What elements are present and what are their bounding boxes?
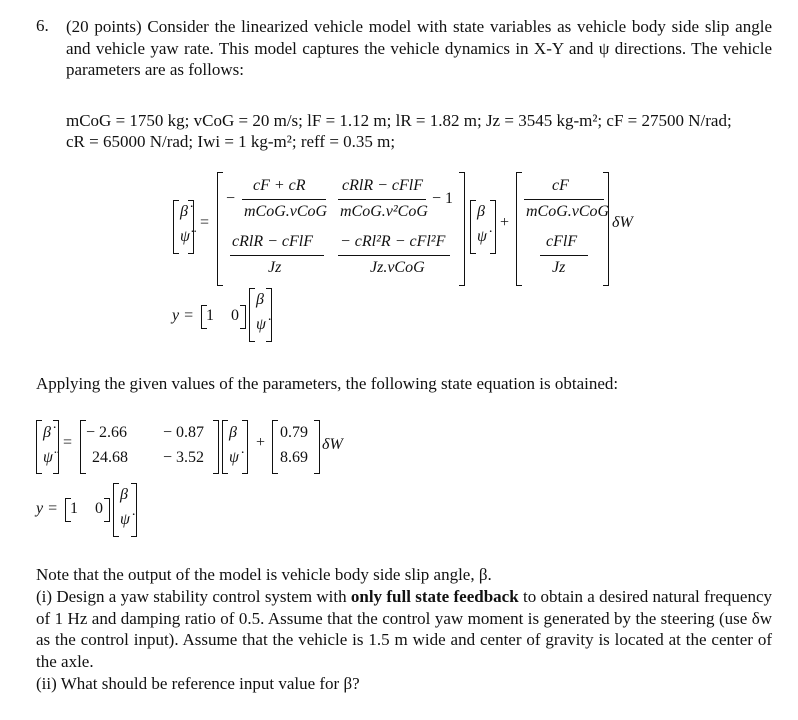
- n-y-left-bracket: [113, 483, 119, 537]
- question-number: 6.: [36, 16, 49, 35]
- n-x-right-bracket: [242, 420, 248, 474]
- output-note: Note that the output of the model is vehicle body side slip angle, β.: [36, 565, 492, 584]
- a21-denominator: Jz: [268, 259, 282, 276]
- n-y-psi-dot: ψ̇: [120, 511, 130, 528]
- a11-numerator: cF + cR: [253, 177, 306, 194]
- a21-fraction-bar: [230, 255, 324, 256]
- n-c2: 0: [95, 500, 103, 517]
- n-lhs-right-bracket: [53, 420, 59, 474]
- c-right-bracket: [240, 305, 246, 329]
- parameters-line-2: cR = 65000 N/rad; Iwi = 1 kg-m²; reff = 0.35 m;: [66, 132, 396, 151]
- part-i: [36, 586, 772, 673]
- a-left-bracket: [217, 172, 223, 286]
- y-left-bracket: [249, 288, 255, 342]
- n-output-lhs: y =: [36, 500, 58, 517]
- lhs-left-bracket: [173, 200, 179, 254]
- a11-value: − 2.66: [86, 424, 128, 441]
- a22-fraction-bar: [338, 255, 450, 256]
- n-psi-ddot: ψ̈: [43, 449, 53, 466]
- a21-numerator: cRlR − cFlF: [232, 233, 313, 250]
- minus-sign: −: [226, 190, 236, 207]
- b-left-bracket: [516, 172, 522, 286]
- y-right-bracket: [266, 288, 272, 342]
- b2-fraction-bar: [540, 255, 588, 256]
- output-lhs: y =: [172, 307, 194, 324]
- c2: 0: [231, 307, 239, 324]
- psi-dot: ψ̇: [477, 228, 487, 245]
- n-delta-w: δW: [322, 436, 343, 453]
- a21-value: 24.68: [92, 449, 128, 466]
- a22-denominator: Jz.vCoG: [370, 259, 425, 276]
- a12-fraction-bar: [338, 199, 426, 200]
- a11-fraction-bar: [242, 199, 326, 200]
- applying-text: Applying the given values of the parameters, the following state equation is obtained:: [36, 374, 619, 393]
- n-x-left-bracket: [222, 420, 228, 474]
- part-i-lead: (i) Design a yaw stability control system with: [36, 586, 351, 606]
- n-c-right-bracket: [104, 498, 110, 522]
- n-y-right-bracket: [131, 483, 137, 537]
- part-ii: (ii) What should be reference input value for β?: [36, 673, 360, 693]
- x-right-bracket: [490, 200, 496, 254]
- n-b-left-bracket: [272, 420, 278, 474]
- y-psi-dot: ψ̇: [256, 316, 266, 333]
- beta: β: [477, 203, 485, 220]
- b2-denominator: Jz: [552, 259, 566, 276]
- c1: 1: [206, 307, 214, 324]
- n-plus-sign: +: [256, 434, 266, 451]
- question-text: (20 points) Consider the linearized vehicle model with state variables as vehicle body side slip angle and vehicle yaw rate. This model captures the vehicle dynamics in X-Y and ψ directions. The vehicle parameters are as follows:: [66, 17, 772, 79]
- n-psi-dot: ψ̇: [229, 449, 239, 466]
- lhs-right-bracket: [188, 200, 194, 254]
- beta-dot: β̇: [180, 203, 188, 220]
- n-c1: 1: [70, 500, 78, 517]
- n-beta-dot: β̇: [43, 424, 51, 441]
- y-beta: β: [256, 291, 264, 308]
- a12-numerator: cRlR − cFlF: [342, 177, 423, 194]
- equals-sign: =: [200, 214, 210, 231]
- n-beta: β: [229, 424, 237, 441]
- a12-tail: − 1: [432, 190, 454, 207]
- b1-fraction-bar: [524, 199, 604, 200]
- b2-numerator: cFlF: [546, 233, 578, 250]
- b1-denominator: mCoG.vCoG: [526, 203, 610, 220]
- n-equals-sign: =: [63, 434, 73, 451]
- b1-value: 0.79: [280, 424, 308, 441]
- a22-numerator: − cRl²R − cFl²F: [340, 233, 446, 250]
- parameters-line-1: mCoG = 1750 kg; vCoG = 20 m/s; lF = 1.12 m; lR = 1.82 m; Jz = 3545 kg-m²; cF = 27500 N/rad;: [66, 111, 732, 130]
- b1-numerator: cF: [552, 177, 569, 194]
- psi-ddot: ψ̈: [180, 228, 190, 245]
- a11-denominator: mCoG.vCoG: [244, 203, 328, 220]
- delta-w: δW: [612, 214, 633, 231]
- n-y-beta: β: [120, 486, 128, 503]
- b-right-bracket: [603, 172, 609, 286]
- a12-denominator: mCoG.v²CoG: [340, 203, 428, 220]
- notes: [36, 564, 772, 695]
- part-i-rest: to obtain a desired natural frequency of 1 Hz and damping ratio of 0.5. Assume that the control yaw moment is generated by the steering (use δw as the control input). Assume that the vehicle is 1.5 m wide and center of gravity is located at the center of the axle.: [36, 586, 772, 672]
- a-right-bracket: [459, 172, 465, 286]
- a22-value: − 3.52: [163, 449, 205, 466]
- b2-value: 8.69: [280, 449, 308, 466]
- x-left-bracket: [470, 200, 476, 254]
- a12-value: − 0.87: [163, 424, 205, 441]
- n-a-right-bracket: [213, 420, 219, 474]
- part-i-emphasis: only full state feedback: [350, 586, 519, 606]
- plus-sign: +: [500, 214, 510, 231]
- n-lhs-left-bracket: [36, 420, 42, 474]
- n-b-right-bracket: [314, 420, 320, 474]
